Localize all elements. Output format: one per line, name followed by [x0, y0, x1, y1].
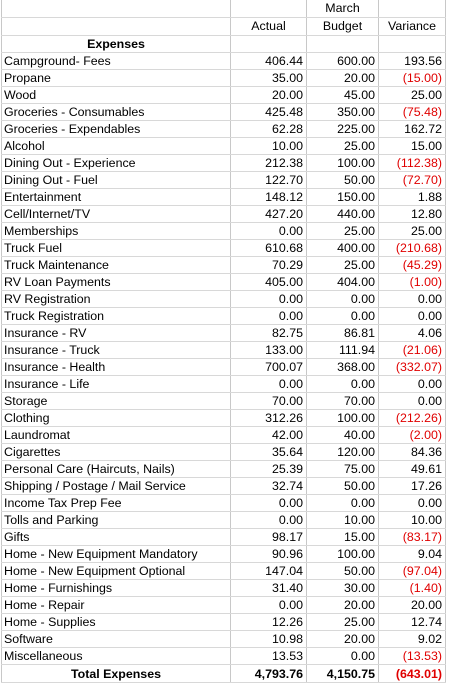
budget-cell: 404.00 — [307, 274, 379, 291]
row-label: Income Tax Prep Fee — [2, 495, 231, 512]
budget-cell: 20.00 — [307, 70, 379, 87]
section-row — [2, 36, 446, 53]
table-row — [2, 512, 446, 529]
actual-cell: 427.20 — [231, 206, 307, 223]
budget-cell: 30.00 — [307, 580, 379, 597]
budget-cell: 20.00 — [307, 631, 379, 648]
row-label: Dining Out - Experience — [2, 155, 231, 172]
actual-cell: 700.07 — [231, 359, 307, 376]
actual-cell: 62.28 — [231, 121, 307, 138]
budget-cell: 50.00 — [307, 172, 379, 189]
variance-cell: 25.00 — [379, 87, 446, 104]
table-row — [2, 325, 446, 342]
variance-cell: 20.00 — [379, 597, 446, 614]
row-label: Gifts — [2, 529, 231, 546]
actual-cell: 212.38 — [231, 155, 307, 172]
variance-cell: (2.00) — [379, 427, 446, 444]
row-label: Software — [2, 631, 231, 648]
actual-cell: 12.26 — [231, 614, 307, 631]
actual-column-header: Actual — [231, 18, 307, 36]
budget-cell: 10.00 — [307, 512, 379, 529]
actual-cell: 406.44 — [231, 53, 307, 70]
variance-cell: 162.72 — [379, 121, 446, 138]
blank-header-cell — [231, 0, 307, 18]
variance-cell: 12.80 — [379, 206, 446, 223]
budget-cell: 40.00 — [307, 427, 379, 444]
actual-cell: 122.70 — [231, 172, 307, 189]
table-row — [2, 580, 446, 597]
actual-cell: 70.29 — [231, 257, 307, 274]
table-row — [2, 648, 446, 665]
variance-column-header: Variance — [379, 18, 446, 36]
row-label: RV Loan Payments — [2, 274, 231, 291]
budget-cell: 75.00 — [307, 461, 379, 478]
variance-cell: 0.00 — [379, 495, 446, 512]
row-label: Miscellaneous — [2, 648, 231, 665]
actual-cell: 32.74 — [231, 478, 307, 495]
row-label: Home - New Equipment Optional — [2, 563, 231, 580]
row-label: Entertainment — [2, 189, 231, 206]
budget-cell: 120.00 — [307, 444, 379, 461]
row-label: Cigarettes — [2, 444, 231, 461]
budget-cell: 45.00 — [307, 87, 379, 104]
budget-cell: 0.00 — [307, 376, 379, 393]
total-label: Total Expenses — [2, 665, 231, 683]
table-row — [2, 427, 446, 444]
table-row — [2, 461, 446, 478]
total-variance: (643.01) — [379, 665, 446, 683]
table-row — [2, 257, 446, 274]
budget-cell: 20.00 — [307, 597, 379, 614]
actual-cell: 13.53 — [231, 648, 307, 665]
table-row — [2, 172, 446, 189]
actual-cell: 405.00 — [231, 274, 307, 291]
actual-cell: 133.00 — [231, 342, 307, 359]
table-row — [2, 614, 446, 631]
budget-cell: 350.00 — [307, 104, 379, 121]
actual-cell: 0.00 — [231, 308, 307, 325]
actual-cell: 425.48 — [231, 104, 307, 121]
table-row — [2, 291, 446, 308]
actual-cell: 312.26 — [231, 410, 307, 427]
variance-cell: (112.38) — [379, 155, 446, 172]
table-row — [2, 495, 446, 512]
variance-cell: (332.07) — [379, 359, 446, 376]
actual-cell: 42.00 — [231, 427, 307, 444]
variance-cell: 49.61 — [379, 461, 446, 478]
row-label: Truck Registration — [2, 308, 231, 325]
actual-cell: 0.00 — [231, 291, 307, 308]
actual-cell: 148.12 — [231, 189, 307, 206]
table-row — [2, 104, 446, 121]
row-label: Memberships — [2, 223, 231, 240]
table-row — [2, 376, 446, 393]
variance-cell: (13.53) — [379, 648, 446, 665]
row-label: Insurance - Health — [2, 359, 231, 376]
table-row — [2, 563, 446, 580]
row-label: Insurance - Life — [2, 376, 231, 393]
table-row — [2, 478, 446, 495]
budget-cell: 25.00 — [307, 138, 379, 155]
table-row — [2, 70, 446, 87]
variance-cell: 193.56 — [379, 53, 446, 70]
row-label: Alcohol — [2, 138, 231, 155]
budget-cell: 600.00 — [307, 53, 379, 70]
variance-cell: (83.17) — [379, 529, 446, 546]
variance-cell: (1.00) — [379, 274, 446, 291]
row-label: Truck Fuel — [2, 240, 231, 257]
empty-cell — [379, 36, 446, 53]
budget-cell: 0.00 — [307, 495, 379, 512]
variance-cell: (15.00) — [379, 70, 446, 87]
budget-cell: 70.00 — [307, 393, 379, 410]
expense-sheet — [1, 0, 446, 683]
budget-cell: 86.81 — [307, 325, 379, 342]
total-row — [2, 665, 446, 683]
table-row — [2, 546, 446, 563]
variance-cell: 17.26 — [379, 478, 446, 495]
variance-cell: (72.70) — [379, 172, 446, 189]
row-label: Home - Furnishings — [2, 580, 231, 597]
blank-header-cell — [2, 18, 231, 36]
actual-cell: 10.00 — [231, 138, 307, 155]
table-row — [2, 223, 446, 240]
actual-cell: 70.00 — [231, 393, 307, 410]
row-label: Dining Out - Fuel — [2, 172, 231, 189]
variance-cell: 4.06 — [379, 325, 446, 342]
header-row-month — [2, 0, 446, 18]
table-row — [2, 308, 446, 325]
row-label: Propane — [2, 70, 231, 87]
table-row — [2, 274, 446, 291]
budget-cell: 368.00 — [307, 359, 379, 376]
blank-header-cell — [379, 0, 446, 18]
actual-cell: 90.96 — [231, 546, 307, 563]
actual-cell: 82.75 — [231, 325, 307, 342]
budget-cell: 100.00 — [307, 155, 379, 172]
variance-cell: 25.00 — [379, 223, 446, 240]
variance-cell: (75.48) — [379, 104, 446, 121]
budget-cell: 225.00 — [307, 121, 379, 138]
variance-cell: 0.00 — [379, 291, 446, 308]
variance-cell: (45.29) — [379, 257, 446, 274]
month-header: March — [307, 0, 379, 18]
row-label: Personal Care (Haircuts, Nails) — [2, 461, 231, 478]
header-row-columns — [2, 18, 446, 36]
table-row — [2, 189, 446, 206]
variance-cell: 0.00 — [379, 393, 446, 410]
budget-cell: 25.00 — [307, 614, 379, 631]
actual-cell: 35.64 — [231, 444, 307, 461]
variance-cell: 10.00 — [379, 512, 446, 529]
row-label: Groceries - Consumables — [2, 104, 231, 121]
budget-cell: 0.00 — [307, 308, 379, 325]
row-label: Home - Supplies — [2, 614, 231, 631]
row-label: Clothing — [2, 410, 231, 427]
table-row — [2, 631, 446, 648]
table-row — [2, 53, 446, 70]
actual-cell: 35.00 — [231, 70, 307, 87]
budget-cell: 50.00 — [307, 563, 379, 580]
row-label: Home - Repair — [2, 597, 231, 614]
table-row — [2, 206, 446, 223]
variance-cell: 84.36 — [379, 444, 446, 461]
row-label: Home - New Equipment Mandatory — [2, 546, 231, 563]
section-title: Expenses — [2, 36, 231, 53]
variance-cell: 9.02 — [379, 631, 446, 648]
budget-cell: 25.00 — [307, 223, 379, 240]
row-label: Laundromat — [2, 427, 231, 444]
budget-cell: 150.00 — [307, 189, 379, 206]
variance-cell: 12.74 — [379, 614, 446, 631]
actual-cell: 0.00 — [231, 597, 307, 614]
total-budget: 4,150.75 — [307, 665, 379, 683]
table-row — [2, 155, 446, 172]
table-row — [2, 444, 446, 461]
actual-cell: 0.00 — [231, 376, 307, 393]
table-row — [2, 121, 446, 138]
actual-cell: 0.00 — [231, 223, 307, 240]
variance-cell: (210.68) — [379, 240, 446, 257]
table-row — [2, 138, 446, 155]
row-label: Wood — [2, 87, 231, 104]
row-label: Cell/Internet/TV — [2, 206, 231, 223]
variance-cell: 0.00 — [379, 308, 446, 325]
row-label: Insurance - Truck — [2, 342, 231, 359]
variance-cell: (1.40) — [379, 580, 446, 597]
actual-cell: 25.39 — [231, 461, 307, 478]
variance-cell: (97.04) — [379, 563, 446, 580]
actual-cell: 98.17 — [231, 529, 307, 546]
table-row — [2, 87, 446, 104]
variance-cell: 1.88 — [379, 189, 446, 206]
table-row — [2, 597, 446, 614]
table-row — [2, 342, 446, 359]
row-label: Truck Maintenance — [2, 257, 231, 274]
budget-cell: 50.00 — [307, 478, 379, 495]
row-label: Insurance - RV — [2, 325, 231, 342]
variance-cell: (212.26) — [379, 410, 446, 427]
table-row — [2, 410, 446, 427]
variance-cell: 9.04 — [379, 546, 446, 563]
actual-cell: 0.00 — [231, 512, 307, 529]
budget-cell: 0.00 — [307, 648, 379, 665]
budget-cell: 111.94 — [307, 342, 379, 359]
blank-header-cell — [2, 0, 231, 18]
total-actual: 4,793.76 — [231, 665, 307, 683]
budget-cell: 0.00 — [307, 291, 379, 308]
actual-cell: 147.04 — [231, 563, 307, 580]
table-row — [2, 240, 446, 257]
row-label: RV Registration — [2, 291, 231, 308]
empty-cell — [231, 36, 307, 53]
actual-cell: 0.00 — [231, 495, 307, 512]
budget-column-header: Budget — [307, 18, 379, 36]
variance-cell: (21.06) — [379, 342, 446, 359]
table-row — [2, 359, 446, 376]
actual-cell: 10.98 — [231, 631, 307, 648]
variance-cell: 0.00 — [379, 376, 446, 393]
table-row — [2, 529, 446, 546]
budget-cell: 440.00 — [307, 206, 379, 223]
actual-cell: 20.00 — [231, 87, 307, 104]
row-label: Storage — [2, 393, 231, 410]
budget-cell: 15.00 — [307, 529, 379, 546]
empty-cell — [307, 36, 379, 53]
budget-cell: 400.00 — [307, 240, 379, 257]
row-label: Shipping / Postage / Mail Service — [2, 478, 231, 495]
row-label: Campground- Fees — [2, 53, 231, 70]
budget-cell: 100.00 — [307, 410, 379, 427]
table-row — [2, 393, 446, 410]
actual-cell: 610.68 — [231, 240, 307, 257]
row-label: Tolls and Parking — [2, 512, 231, 529]
actual-cell: 31.40 — [231, 580, 307, 597]
row-label: Groceries - Expendables — [2, 121, 231, 138]
variance-cell: 15.00 — [379, 138, 446, 155]
budget-cell: 25.00 — [307, 257, 379, 274]
budget-cell: 100.00 — [307, 546, 379, 563]
